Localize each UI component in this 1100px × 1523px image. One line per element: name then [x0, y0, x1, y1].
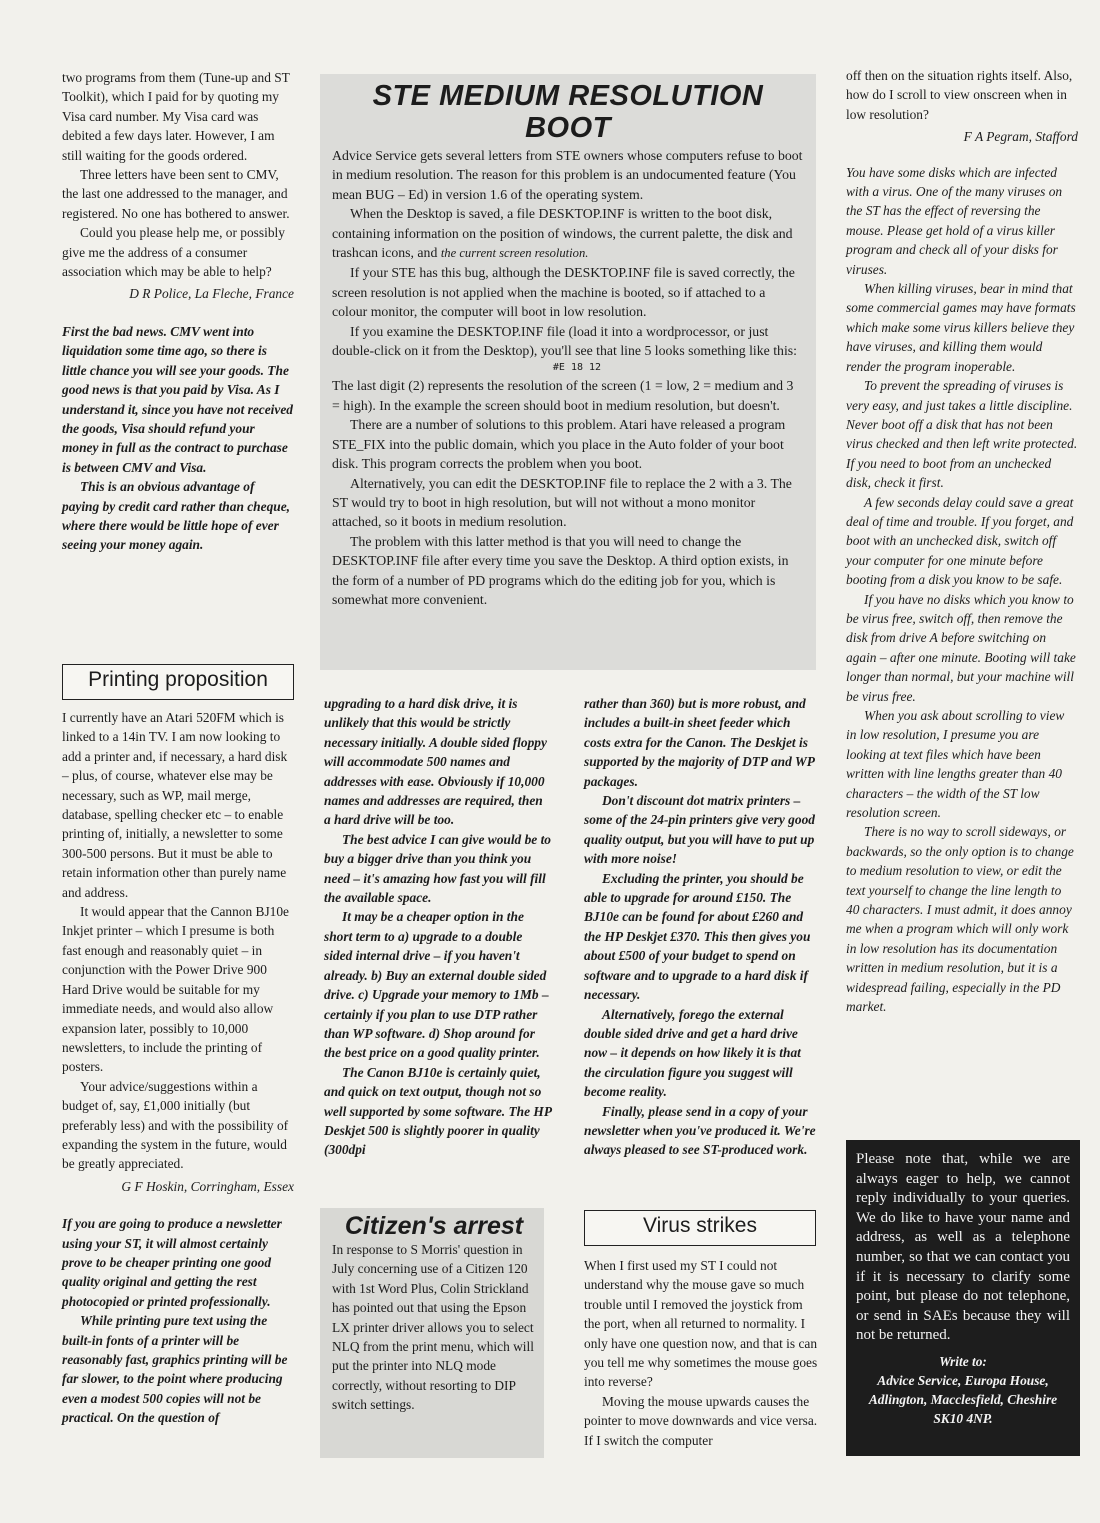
reply-paragraph: This is an obvious advantage of paying by credit card rather than cheque, where there would be little hope of ever seeing your money again.	[62, 479, 291, 553]
column-3	[584, 694, 820, 1160]
ste-box-title: STE MEDIUM RESOLUTION BOOT	[372, 80, 764, 144]
reply-paragraph: When you ask about scrolling to view in low resolution, I presume you are looking at text files which have been written with line lengths greater than 40 characters – the width of the ST low resolution screen.	[846, 708, 1065, 821]
citizens-arrest-box	[320, 1208, 544, 1458]
letter-paragraph: two programs from them (Tune-up and ST Toolkit), which I paid for by quoting my Visa card number. My Visa card was debited a few days later. However, I am still waiting for the goods ordered.	[62, 70, 290, 163]
column-1	[62, 68, 294, 555]
reply-paragraph: Finally, please send in a copy of your newsletter when you've produced it. We're always pleased to see ST-produced work.	[584, 1103, 816, 1158]
ste-paragraph: If you examine the DESKTOP.INF file (load it into a wordprocessor, or just double-click on it from the Desktop), you'll see that line 5 looks something like this:	[332, 323, 797, 359]
letter-paragraph: Could you please help me, or possibly give me the address of a consumer association which may be able to help?	[62, 225, 285, 280]
citizens-arrest-text: In response to S Morris' question in July concerning use of a Citizen 120 with 1st Word Plus, Colin Strickland has pointed out that using the Epson LX printer driver allows you to select NLQ from the print menu, which will put the printer into NLQ mode correctly, without resorting to DIP switch settings.	[332, 1242, 534, 1413]
ste-paragraph: If your STE has this bug, although the DESKTOP.INF file is saved correctly, the screen resolution is not applied when the machine is booted, so if attached to a colour monitor, the computer will boot in low resolution.	[332, 265, 795, 320]
reply-paragraph: It may be a cheaper option in the short term to a) upgrade to a double sided internal drive – if you haven't already. b) Buy an external double sided drive. c) Upgrade your memory to 1Mb – certainly if you plan to use DTP rather than WP software. d) Shop around for the best price on a good quality printer.	[324, 909, 549, 1061]
column-4	[846, 66, 1078, 1017]
ste-paragraph: There are a number of solutions to this problem. Atari have released a program STE_FIX into the public domain, which you place in the Auto folder of your boot disk. This program corrects the problem when you boot.	[332, 417, 786, 472]
write-to-address	[856, 1352, 1070, 1428]
reply-paragraph: rather than 360) but is more robust, and includes a built-in sheet feeder which costs extra for the Canon. The Deskjet is supported by the majority of DTP and WP packages.	[584, 696, 815, 789]
ste-paragraph: Advice Service gets several letters from STE owners whose computers refuse to boot in medium resolution. The reason for this problem is an undocumented feature (You mean BUG – Ed) in version 1.6 of the operating system.	[332, 148, 803, 202]
letter-paragraph: Three letters have been sent to CMV, the last one addressed to the manager, and registered. No one has bothered to answer.	[62, 167, 290, 221]
notice-text: Please note that, while we are always eager to help, we cannot reply individually to your queries. We do like to have your name and address, as well as a telephone number, so that we can contact you if it is necessary to clarify some point, but please do not telephone, or send in SAEs because they will not be returned.	[856, 1151, 1070, 1344]
reply-paragraph: A few seconds delay could save a great deal of time and trouble. If you forget, and boot with an unchecked disk, switch off your computer for one minute before booting from a disk you know to be safe.	[846, 494, 1074, 588]
address-line: Adlington, Macclesfield, Cheshire	[868, 1391, 1058, 1407]
letter-signature: G F Hoskin, Corringham, Essex	[121, 1178, 294, 1194]
reply-paragraph: Excluding the printer, you should be able to upgrade for around £150. The BJ10e can be found for about £260 and the HP Deskjet £370. This then gives you about £500 of your budget to spend on software and to upgrade to a hard disk if necessary.	[584, 870, 811, 1003]
column-2	[324, 694, 552, 1160]
virus-strikes-heading: Virus strikes	[584, 1210, 816, 1246]
letter-signature: D R Police, La Fleche, France	[129, 286, 294, 302]
reply-printing	[62, 1214, 294, 1427]
virus-letter	[584, 1256, 820, 1450]
ste-paragraph: Alternatively, you can edit the DESKTOP.INF file to replace the 2 with a 3. The ST would try to boot in high resolution, but will not without a mono monitor attached, so it boots in medium resolution.	[332, 475, 792, 530]
ste-paragraph: The problem with this latter method is that you will need to change the DESKTOP.INF file after every time you save the Desktop. A third option exists, in the form of a number of PD programs which do the editing job for you, which is somewhat more convenient.	[332, 533, 789, 607]
ste-paragraph	[332, 204, 804, 263]
reply-paragraph: First the bad news. CMV went into liquidation some time ago, so there is little chance you will see your goods. The good news is that you paid by Visa. As I understand it, since you have not received the goods, Visa should refund your money in full as the contract to purchase is between CMV and Visa.	[62, 323, 293, 475]
letter-paragraph: I currently have an Atari 520FM which is linked to a 14in TV. I am now looking to add a printer and, if necessary, a hard disk – plus, of course, whatever else may be necessary, such as WP, mail merge, database, spelling checker etc – to enable printing of, initially, a newsletter to some 300-500 persons. But it must be able to retain information other than purely name and address.	[62, 710, 288, 900]
printing-proposition-heading: Printing proposition	[62, 664, 294, 700]
ste-paragraph: The last digit (2) represents the resolution of the screen (1 = low, 2 = medium and 3 = high). In the example the screen should boot in medium resolution, but doesn't.	[332, 378, 794, 413]
letter-paragraph: Your advice/suggestions within a budget of, say, £1,000 initially (but preferably less) and with the possibility of expanding the system in the future, would be greatly appreciated.	[62, 1078, 289, 1172]
reply-paragraph: There is no way to scroll sideways, or backwards, so the only option is to change to medium resolution to view, or edit the text yourself to change the line length to 40 characters. I must admit, it does annoy me when a program which will only work in low resolution has its documentation written in medium resolution, but it is a widespread failing, especially in the PD market.	[846, 824, 1074, 1015]
reply-paragraph: While printing pure text using the built-in fonts of a printer will be reasonably fast, graphics printing will be far slower, to the point where producing even a modest 500 copies will not be practical. On the question of	[62, 1313, 288, 1426]
ste-text: When the Desktop is saved, a file DESKTOP.INF is written to the boot disk, containing information on the position of windows, the current palette, the disk and trashcan icons, and	[332, 206, 793, 261]
letter-paragraph: Moving the mouse upwards causes the pointer to move downwards and vice versa. If I switch the computer	[584, 1393, 818, 1448]
letter-paragraph: off then on the situation rights itself. Also, how do I scroll to view onscreen when in low resolution?	[846, 68, 1073, 122]
reply-paragraph: Alternatively, forego the external double sided drive and get a hard drive now – it depends on how likely it is that the circulation figure you suggest will become reality.	[584, 1006, 801, 1100]
citizens-arrest-title: Citizen's arrest	[344, 1212, 524, 1240]
reply-virus	[846, 163, 1078, 1017]
notice-box	[846, 1140, 1080, 1456]
write-to-label: Write to:	[939, 1353, 987, 1369]
address-line: Advice Service, Europa House,	[877, 1372, 1049, 1388]
reply-paragraph: You have some disks which are infected with a virus. One of the many viruses on the ST has the effect of reversing the mouse. Please get hold of a virus killer program and check all of your disks for viruses.	[846, 164, 1063, 277]
letter-paragraph: It would appear that the Cannon BJ10e Inkjet printer – which I presume is both fast enough and reasonably quiet – in conjunction with the Power Drive 900 Hard Drive would be suitable for my immediate needs, and would also allow expansion later, possibly to 10,000 newsletters, to include the printing of posters.	[62, 904, 289, 1075]
reply-paragraph: When killing viruses, bear in mind that some commercial games may have formats which make some virus killers believe they have viruses, and killing them would render the program inoperable.	[846, 281, 1076, 374]
reply-paragraph: To prevent the spreading of viruses is very easy, and just takes a little discipline. Never boot off a disk that has not been virus checked and then left write protected. If you need to boot from an unchecked disk, check it first.	[846, 378, 1078, 491]
reply-paragraph: The Canon BJ10e is certainly quiet, and quick on text output, though not so well supported by some software. The HP Deskjet 500 is slightly poorer in quality (300dpi	[324, 1064, 552, 1158]
reply-paragraph: If you are going to produce a newsletter using your ST, it will almost certainly prove to be cheaper printing one good quality original and getting the rest photocopied or printed professionally.	[62, 1216, 282, 1309]
ste-text-italic: the current screen resolution.	[440, 246, 589, 261]
reply-paragraph: The best advice I can give would be to buy a bigger drive than you think you need – it's amazing how fast you will fill the available space.	[324, 831, 552, 906]
address-line: SK10 4NP.	[933, 1410, 993, 1426]
reply-paragraph: upgrading to a hard disk drive, it is unlikely that this would be strictly necessary initially. A double sided floppy will accommodate 500 names and addresses with ease. Obviously if 10,000 names and addresses are required, then a hard drive will be too.	[324, 696, 547, 828]
ste-medium-resolution-box	[320, 74, 816, 670]
reply-paragraph: If you have no disks which you know to be virus free, switch off, then remove the disk from drive A before switching on again – after one minute. Booting will take longer than normal, but your machine will be virus free.	[846, 591, 1076, 704]
letter-signature: F A Pegram, Stafford	[963, 129, 1078, 145]
reply-paragraph: Don't discount dot matrix printers – some of the 24-pin printers give very good quality output, but you will have to put up with more noise!	[584, 793, 815, 867]
letter-paragraph: When I first used my ST I could not understand why the mouse gave so much trouble until I removed the joystick from the port, when all returned to normality. I only have one question now, and that is can you tell me why sometimes the mouse goes into reverse?	[584, 1258, 818, 1390]
desktop-inf-code: #E 18 12	[552, 362, 602, 374]
reply-cmv	[62, 322, 294, 555]
column-1-lower	[62, 708, 294, 1428]
